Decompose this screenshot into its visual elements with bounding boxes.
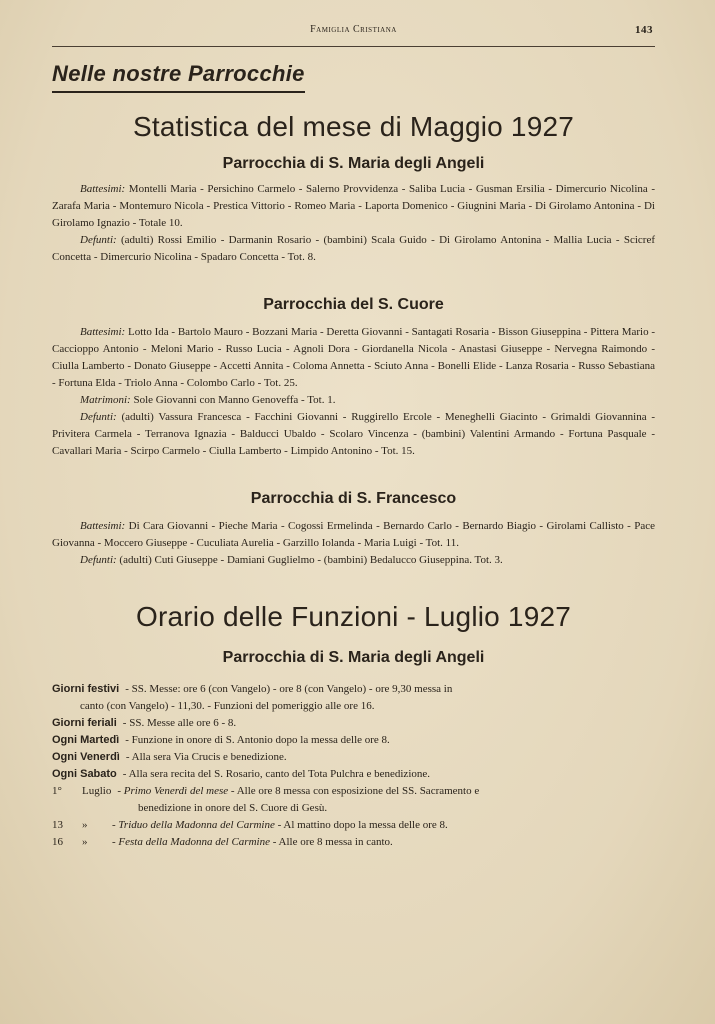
- record-label: Defunti:: [80, 234, 117, 246]
- parish-title: Parrocchia di S. Maria degli Angeli: [222, 155, 485, 172]
- page-number: 143: [635, 24, 653, 36]
- schedule-text: - Alla sera recita del S. Rosario, canto del Tota Pulchra e benedizione.: [122, 768, 431, 780]
- dated-month: Luglio: [82, 785, 112, 797]
- dated-row: 1° Luglio - Primo Venerdì del mese - Alle ore 8 messa con esposizione del SS. Sacramento e: [52, 783, 655, 800]
- schedule-day: Giorni festivi: [52, 683, 120, 695]
- record-label: Defunti:: [80, 554, 117, 566]
- ditto-mark: »: [82, 819, 88, 831]
- parish-title: Parrocchia del S. Cuore: [263, 296, 444, 313]
- running-header: [52, 24, 655, 42]
- parish-records: [52, 324, 655, 460]
- record-text: (adulti) Rossi Emilio - Darmanin Rosario - (bambini) Scala Guido - Di Girolamo Antonina - Mallia Lucia - Scicref Concetta - Dimercurio Nicolina - Spadaro Concetta - Tot. 8.: [52, 234, 655, 263]
- dated-day: 16: [52, 836, 63, 848]
- schedule-day: Ogni Venerdì: [52, 751, 120, 763]
- dated-row: 13 » - Triduo della Madonna del Carmine - Al mattino dopo la messa delle ore 8.: [52, 817, 655, 834]
- schedule-text: - SS. Messe alle ore 6 - 8.: [122, 717, 237, 729]
- parish-records: [52, 518, 655, 569]
- record-paragraph: [52, 232, 655, 266]
- dated-feast: Primo Venerdì del mese: [123, 785, 229, 797]
- record-paragraph: [52, 409, 655, 460]
- schedule-row: [52, 749, 655, 766]
- record-paragraph: [52, 324, 655, 392]
- stats-title: Statistica del mese di Maggio 1927: [132, 111, 575, 142]
- schedule-title: Orario delle Funzioni - Luglio 1927: [135, 601, 572, 632]
- schedule-parish-title: Parrocchia di S. Maria degli Angeli: [222, 649, 485, 666]
- record-paragraph: [52, 552, 655, 569]
- parish-records: [52, 181, 655, 266]
- dated-day: 13: [52, 819, 63, 831]
- record-label: Defunti:: [80, 411, 117, 423]
- schedule-day: Ogni Martedì: [52, 734, 120, 746]
- schedule-continuation: canto (con Vangelo) - 11,30. - Funzioni del pomeriggio alle ore 16.: [80, 700, 375, 712]
- schedule-list: [52, 681, 655, 851]
- schedule-text: - SS. Messe: ore 6 (con Vangelo) - ore 8 (con Vangelo) - ore 9,30 messa in: [125, 683, 453, 695]
- schedule-day: Ogni Sabato: [52, 768, 117, 780]
- dated-text: - Al mattino dopo la messa delle ore 8.: [277, 819, 448, 831]
- dated-continuation: benedizione in onore del S. Cuore di Gesù.: [138, 802, 328, 814]
- record-label: Battesimi:: [80, 520, 126, 532]
- record-text: (adulti) Vassura Francesca - Facchini Giovanni - Ruggirello Ercole - Meneghelli Giacinto - Grimaldi Giovannina - Privitera Carmela - Terranova Ignazia - Balducci Ubaldo - Scolaro Vincenza - (bambini) Valentini Armando - Fortuna Pasquale - Cavallari Maria - Scirpo Carmelo - Ciulla Lamberto - Limpido Antonino - Tot. 15.: [52, 411, 656, 457]
- schedule-row: [52, 681, 655, 698]
- dated-text: - Alle ore 8 messa con esposizione del SS. Sacramento e: [230, 785, 480, 797]
- record-paragraph: [52, 181, 655, 232]
- schedule-text: - Funzione in onore di S. Antonio dopo la messa delle ore 8.: [125, 734, 390, 746]
- dated-feast: Festa della Madonna del Carmine: [118, 836, 270, 848]
- parish-title: Parrocchia di S. Francesco: [250, 490, 457, 507]
- schedule-row: [52, 732, 655, 749]
- record-text: Di Cara Giovanni - Pieche Maria - Cogossi Ermelinda - Bernardo Carlo - Bernardo Biagio - Girolami Callisto - Pace Giovanna - Moccero Giuseppe - Cuculiata Aurelia - Garzillo Iolanda - Maria Luigi - Tot. 11.: [52, 520, 656, 549]
- schedule-row: [52, 715, 655, 732]
- record-text: Lotto Ida - Bartolo Mauro - Bozzani Maria - Deretta Giovanni - Santagati Rosaria - Bisson Giuseppina - Pittera Mario - Caccioppo Antonio - Meloni Mario - Russo Lucia - Agnoli Dora - Giordanella Nicola - Anastasi Giuseppe - Nervegna Raimondo - Ciulla Lamberto - Donato Giuseppe - Accetti Annita - Coloma Annetta - Sciuto Anna - Bonelli Elide - Lanza Rosaria - Russo Sebastiana - Fortuna Elda - Triolo Anna - Colombo Carlo - Tot. 25.: [52, 326, 656, 389]
- header-rule: [52, 46, 655, 47]
- record-label: Matrimoni:: [80, 394, 131, 406]
- record-label: Battesimi:: [80, 326, 126, 338]
- record-paragraph: [52, 518, 655, 552]
- dated-day: 1°: [52, 785, 62, 797]
- record-text: Montelli Maria - Persichino Carmelo - Salerno Provvidenza - Saliba Lucia - Gusman Ersilia - Dimercurio Nicolina - Zarafa Maria - Montemuro Nicola - Prestica Vittorio - Romeo Maria - Laporta Domenico - Giugnini Maria - Di Girolamo Antonina - Di Girolamo Ignazio - Totale 10.: [52, 183, 656, 229]
- dated-row: 16 » - Festa della Madonna del Carmine - Alle ore 8 messa in canto.: [52, 834, 655, 851]
- record-label: Battesimi:: [80, 183, 126, 195]
- ditto-mark: »: [82, 836, 88, 848]
- record-paragraph: [52, 392, 655, 409]
- running-title: Famiglia Cristiana: [310, 24, 397, 35]
- schedule-text: - Alla sera Via Crucis e benedizione.: [125, 751, 287, 763]
- schedule-row: [52, 766, 655, 783]
- dated-feast: Triduo della Madonna del Carmine: [118, 819, 275, 831]
- schedule-day: Giorni feriali: [52, 717, 117, 729]
- record-text: (adulti) Cuti Giuseppe - Damiani Guglielmo - (bambini) Bedalucco Giuseppina. Tot. 3.: [119, 554, 503, 566]
- record-text: Sole Giovanni con Manno Genoveffa - Tot. 1.: [133, 394, 336, 406]
- section-label: Nelle nostre Parrocchie: [52, 61, 305, 93]
- dated-text: - Alle ore 8 messa in canto.: [272, 836, 393, 848]
